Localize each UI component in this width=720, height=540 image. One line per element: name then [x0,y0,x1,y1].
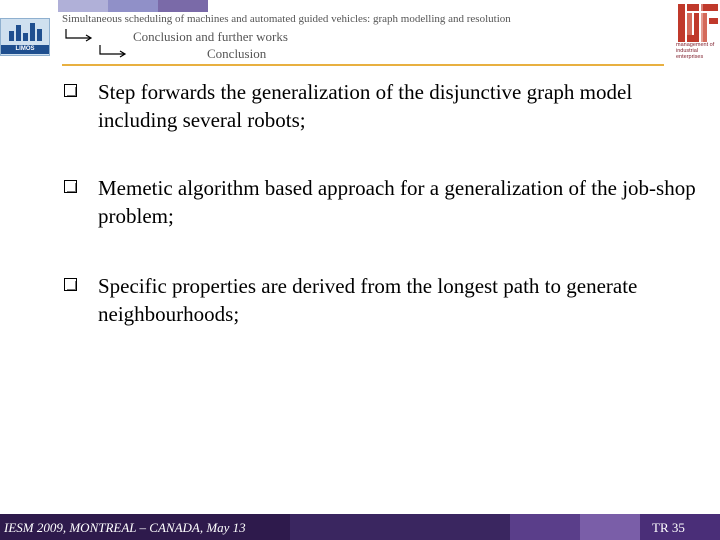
breadcrumb-presentation-title: Simultaneous scheduling of machines and automated guided vehicles: graph modelling and resolution [62,13,511,25]
header-divider [62,64,664,66]
iuf-logo-mark [678,4,718,42]
breadcrumb-arrow-1 [64,28,94,42]
limos-logo [0,18,50,56]
checkbox-bullet-icon [64,180,77,193]
iuf-logo-tagline: management of industrial enterprises [676,42,715,60]
list-item-text: Specific properties are derived from the longest path to generate neighbourhoods; [98,274,638,326]
limos-logo-text: LIMOS [1,45,49,54]
page-number: TR 35 [652,520,685,535]
breadcrumb-arrow-2 [98,44,128,58]
checkbox-bullet-icon [64,84,77,97]
list-item-text: Memetic algorithm based approach for a generalization of the job-shop problem; [98,176,696,228]
header-color-bar [58,0,208,12]
breadcrumb-subsection: Conclusion [207,46,267,61]
list-item-text: Step forwards the generalization of the disjunctive graph model including several robots; [98,80,633,132]
breadcrumb-section: Conclusion and further works [133,29,288,44]
checkbox-bullet-icon [64,278,77,291]
iuf-logo [676,2,720,66]
footer-conference: IESM 2009, MONTREAL – CANADA, May 13 [4,520,246,535]
